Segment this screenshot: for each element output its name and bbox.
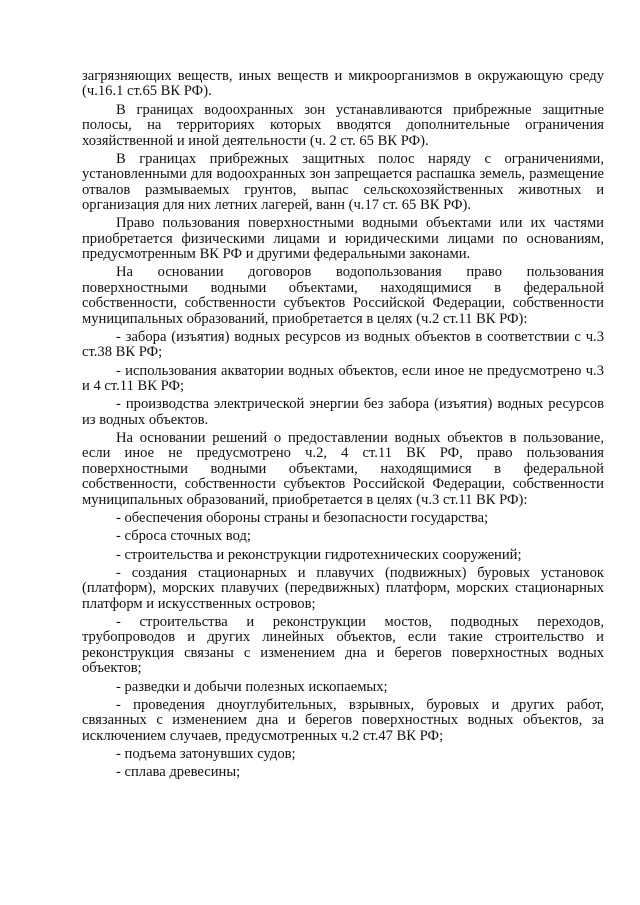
paragraph-6: На основании решений о предоставлении водных объектов в пользование, если иное не предусмотрено ч.2, 4 ст.11 ВК РФ, право пользования поверхностными водными объектами, находящимися в федеральной собственности, собственности субъектов Российской Федерации, собственности муниципальных образований, приобретается в целях (ч.3 ст.11 ВК РФ):: [82, 430, 604, 508]
document-page: [82, 69, 604, 784]
paragraph-5: На основании договоров водопользования право пользования поверхностными водными объектами, находящимися в федеральной собственности, собственности субъектов Российской Федерации, собственности муниципальных образований, приобретается в целях (ч.2 ст.11 ВК РФ):: [82, 264, 604, 327]
list-item: - использования акватории водных объектов, если иное не предусмотрено ч.3 и 4 ст.11 ВК РФ;: [82, 362, 604, 395]
paragraph-2: В границах водоохранных зон устанавливаются прибрежные защитные полосы, на территориях которых вводятся дополнительные ограничения хозяйственной и иной деятельности (ч. 2 ст. 65 ВК РФ).: [82, 101, 604, 149]
paragraph-3: В границах прибрежных защитных полос наряду с ограничениями, установленными для водоохранных зон запрещается распашка земель, размещение отвалов размываемых грунтов, выпас сельскохозяйственных животных и организация для них летних лагерей, ванн (ч.17 ст. 65 ВК РФ).: [82, 150, 604, 214]
list-item: - забора (изъятия) водных ресурсов из водных объектов в соответствии с ч.3 ст.38 ВК РФ;: [82, 328, 604, 361]
list-item: - подъема затонувших судов;: [116, 745, 296, 762]
list-item: - сплава древесины;: [116, 764, 241, 781]
list-item: - создания стационарных и плавучих (подвижных) буровых установок (платформ), морских плавучих (передвижных) платформ, морских стационарных платформ и искусственных островов;: [82, 564, 604, 612]
list-item: - строительства и реконструкции мостов, подводных переходов, трубопроводов и других линейных объектов, если такие строительство и реконструкция связаны с изменением дна и берегов поверхностных водных объектов;: [82, 613, 604, 677]
paragraph-1: загрязняющих веществ, иных веществ и микроорганизмов в окружающую среду (ч.16.1 ст.65 ВК РФ).: [82, 68, 604, 100]
list-item: - проведения дноуглубительных, взрывных, буровых и других работ, связанных с изменением дна и берегов поверхностных водных объектов, за исключением случаев, предусмотренных ч.2 ст.47 ВК РФ;: [82, 696, 604, 744]
list-item: - строительства и реконструкции гидротехнических сооружений;: [116, 546, 522, 563]
list-item: - сброса сточных вод;: [116, 528, 251, 545]
list-item: - обеспечения обороны страны и безопасности государства;: [116, 509, 489, 526]
list-item: - разведки и добычи полезных ископаемых;: [116, 678, 388, 695]
paragraph-4: Право пользования поверхностными водными объектами или их частями приобретается физическими лицами и юридическими лицами по основаниям, предусмотренным ВК РФ и другими федеральными законами.: [82, 215, 604, 263]
list-item: - производства электрической энергии без забора (изъятия) водных ресурсов из водных объектов.: [82, 396, 604, 428]
